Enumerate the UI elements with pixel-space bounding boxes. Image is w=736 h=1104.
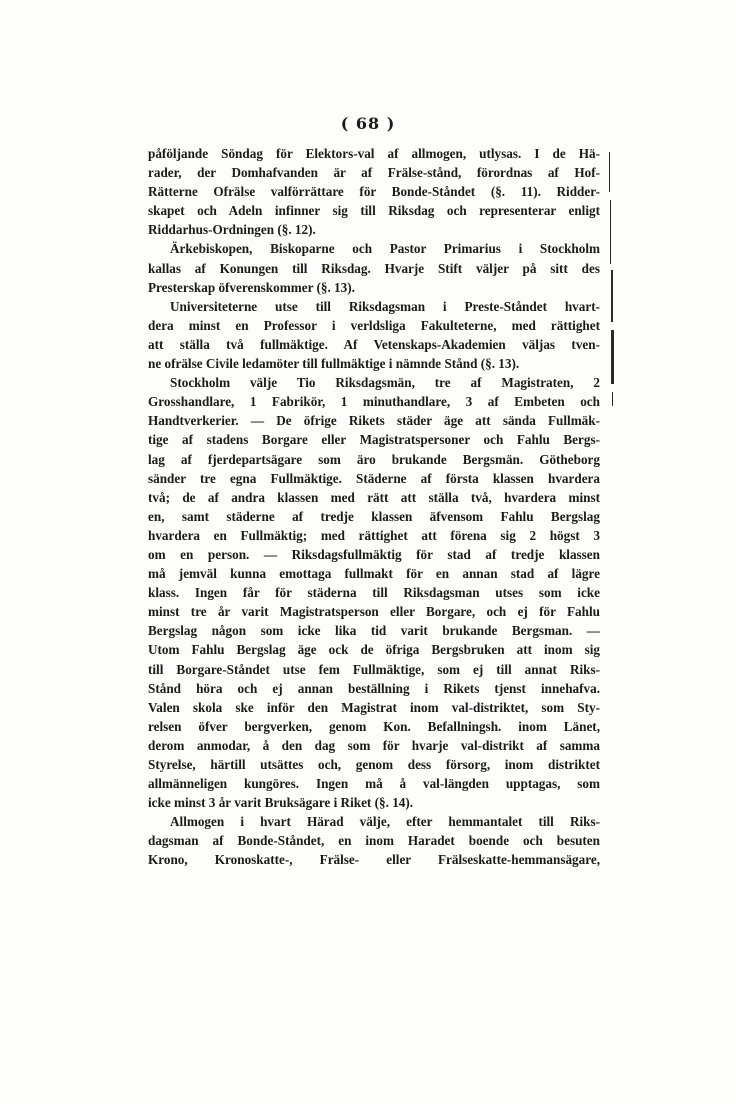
text-line: att ställa två fullmäktige. Af Vetenskaps-Akademien väljas tven- bbox=[148, 336, 600, 352]
text-line: kallas af Konungen till Riksdag. Hvarje Stift väljer på sitt des bbox=[148, 260, 600, 276]
text-line: Ärkebiskopen, Biskoparne och Pastor Primarius i Stockholm bbox=[170, 241, 600, 257]
scan-edge-mark bbox=[612, 392, 613, 406]
text-line: Handtverkerier. — De öfrige Rikets städer äge att sända Fullmäk- bbox=[148, 413, 600, 429]
text-line: ne ofrälse Civile ledamöter till fullmäktige i nämnde Stånd (§. 13). bbox=[148, 356, 520, 372]
text-line: Grosshandlare, 1 Fabrikör, 1 minuthandlare, 3 af Embeten och bbox=[148, 394, 600, 410]
text-line: sänder tre egna Fullmäktige. Städerne af första klassen hvardera bbox=[148, 470, 600, 486]
text-line: Universiteterne utse till Riksdagsman i Preste-Ståndet hvart- bbox=[170, 298, 600, 314]
text-line: två; de af andra klassen med rätt att ställa två, hvardera minst bbox=[148, 489, 600, 505]
text-line: Allmogen i hvart Härad välje, efter hemmantalet till Riks- bbox=[170, 814, 600, 830]
text-line: klass. Ingen får för städerna till Riksdagsman utses som icke bbox=[148, 585, 600, 601]
text-line: dagsman af Bonde-Ståndet, en inom Haradet boende och besuten bbox=[148, 833, 600, 849]
text-line: dera minst en Professor i verldsliga Fakulteterne, med rättighet bbox=[148, 317, 600, 333]
scan-edge-mark bbox=[611, 270, 613, 322]
page-number: ( 68 ) bbox=[340, 114, 396, 133]
text-line: Krono, Kronoskatte-, Frälse- eller Frälseskatte-hemmansägare, bbox=[148, 852, 600, 868]
text-line: tige af stadens Borgare eller Magistratspersoner och Fahlu Bergs- bbox=[148, 432, 600, 448]
scan-edge-mark bbox=[610, 200, 611, 264]
text-line: hvardera en Fullmäktig; med rättighet att förena sig 2 högst 3 bbox=[148, 527, 600, 543]
text-line: en, samt städerne af tredje klassen äfvensom Fahlu Bergslag bbox=[148, 508, 600, 524]
text-line: lag af fjerdepartsägare som äro brukande Bergsmän. Götheborg bbox=[148, 451, 600, 467]
text-line: allmänneligen kungöres. Ingen må å val-längden upptagas, som bbox=[148, 776, 600, 792]
text-line: Utom Fahlu Bergslag äge ock de öfriga Bergsbruken att inom sig bbox=[148, 642, 600, 658]
text-line: må jemväl kunna emottaga fullmakt för en annan stad af lägre bbox=[148, 566, 600, 582]
text-line: Valen skola ske inför den Magistrat inom val-distriktet, som Sty- bbox=[148, 699, 600, 715]
body-text bbox=[148, 144, 600, 870]
text-line: minst tre år varit Magistratsperson eller Borgare, och ej för Fahlu bbox=[148, 604, 600, 620]
text-line: derom anmodar, å den dag som för hvarje val-distrikt af samma bbox=[148, 737, 600, 753]
text-line: skapet och Adeln infinner sig till Riksdag och representerar enligt bbox=[148, 203, 600, 219]
text-line: Riddarhus-Ordningen (§. 12). bbox=[148, 222, 316, 238]
text-line: rader, der Domhafvanden är af Frälse-stånd, förordnas af Hof- bbox=[148, 165, 600, 181]
scan-edge-mark bbox=[609, 152, 610, 192]
text-line: påföljande Söndag för Elektors-val af allmogen, utlysas. I de Hä- bbox=[148, 146, 600, 161]
text-line: Styrelse, härtill utsättes och, genom dess försorg, inom distriktet bbox=[148, 757, 600, 772]
scan-edge-mark bbox=[611, 330, 614, 384]
text-line: Stockholm välje Tio Riksdagsmän, tre af Magistraten, 2 bbox=[170, 375, 600, 391]
text-line: relsen öfver bergverken, genom Kon. Befallningsh. inom Länet, bbox=[148, 718, 600, 734]
text-line: Rätterne Ofrälse valförrättare för Bonde-Ståndet (§. 11). Ridder- bbox=[148, 184, 600, 200]
text-line: till Borgare-Ståndet utse fem Fullmäktige, som ej till annat Riks- bbox=[148, 661, 600, 677]
text-line: Presterskap öfverenskommer (§. 13). bbox=[148, 279, 355, 295]
text-line: om en person. — Riksdagsfullmäktig för stad af tredje klassen bbox=[148, 546, 600, 562]
text-line: icke minst 3 år varit Bruksägare i Riket (§. 14). bbox=[148, 795, 414, 811]
text-line: Stånd höra och ej annan beställning i Rikets tjenst innehafva. bbox=[148, 680, 600, 696]
text-line: Bergslag någon som icke lika tid varit brukande Bergsman. — bbox=[148, 623, 600, 639]
